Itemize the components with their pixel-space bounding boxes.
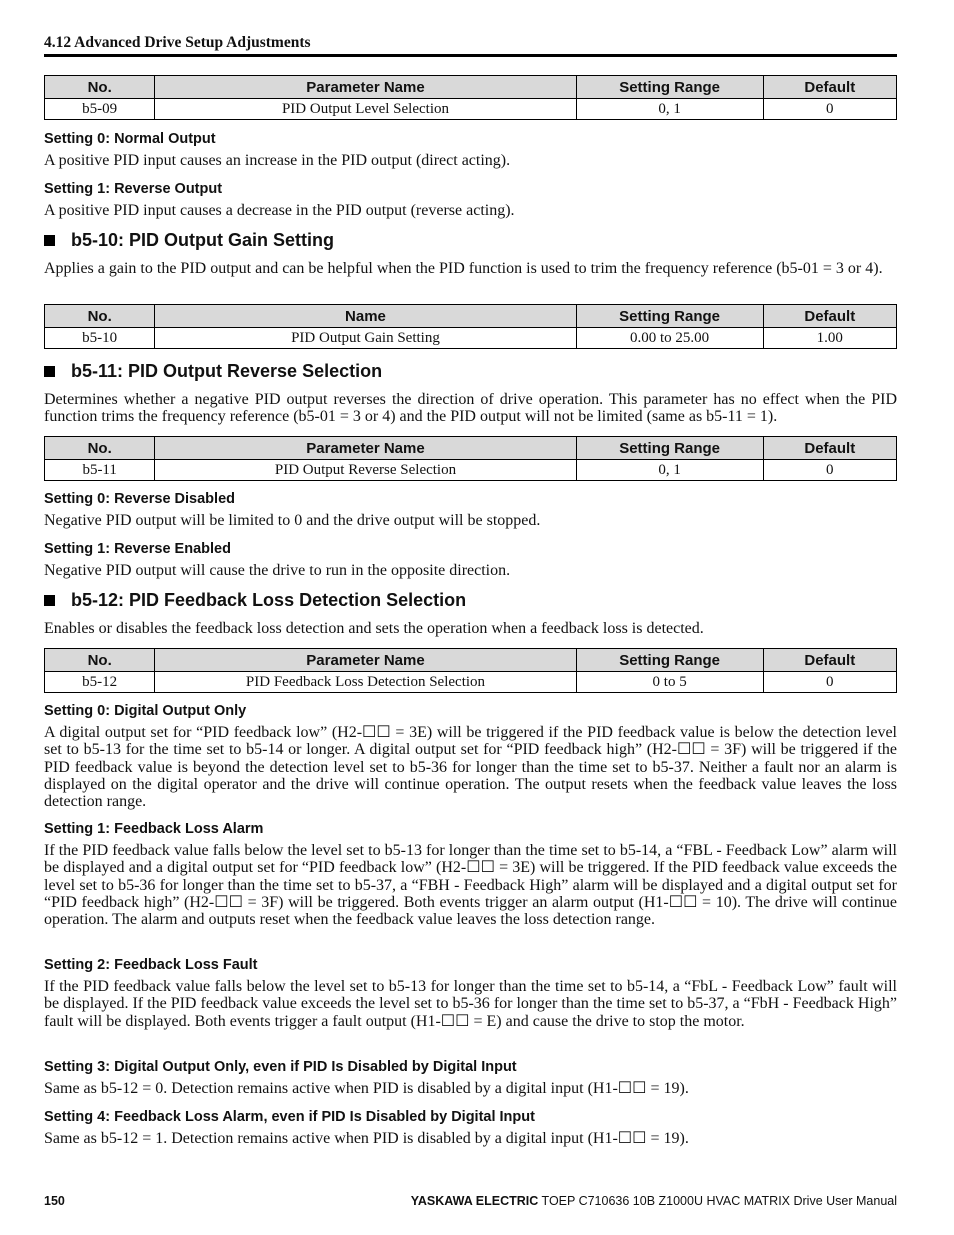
parameter-table-b5-11: [44, 436, 897, 481]
parameter-heading-text: b5-10: PID Output Gain Setting: [71, 230, 335, 250]
table-row: [45, 328, 897, 349]
table-row: [45, 460, 897, 481]
bullet-square-icon: [44, 595, 55, 606]
bullet-square-icon: [44, 235, 55, 246]
cell-no: b5-09: [45, 99, 155, 120]
col-header-default: Default: [763, 649, 896, 672]
setting-heading: Setting 1: Feedback Loss Alarm: [44, 821, 264, 837]
col-header-setting-range: Setting Range: [576, 76, 763, 99]
cell-range: 0, 1: [576, 460, 763, 481]
setting-heading: Setting 1: Reverse Output: [44, 181, 223, 197]
setting-description: Same as b5-12 = 0. Detection remains active when PID is disabled by a digital input (H1-☐☐ = 19).: [44, 1080, 689, 1097]
col-header-no: No.: [45, 305, 155, 328]
col-header-no: No.: [45, 76, 155, 99]
setting-heading: Setting 2: Feedback Loss Fault: [44, 957, 258, 973]
setting-description: Negative PID output will be limited to 0 and the drive output will be stopped.: [44, 512, 541, 529]
setting-heading: Setting 0: Digital Output Only: [44, 703, 247, 719]
setting-heading: Setting 4: Feedback Loss Alarm, even if PID Is Disabled by Digital Input: [44, 1109, 535, 1125]
parameter-table-b5-12: [44, 648, 897, 693]
parameter-description: Applies a gain to the PID output and can be helpful when the PID function is used to trim the frequency reference (b5-01 = 3 or 4).: [44, 260, 883, 277]
setting-heading: Setting 0: Reverse Disabled: [44, 491, 235, 507]
cell-range: 0.00 to 25.00: [576, 328, 763, 349]
setting-description: A positive PID input causes an increase in the PID output (direct acting).: [44, 152, 511, 169]
col-header-default: Default: [763, 305, 896, 328]
parameter-heading-b5-10: [44, 230, 334, 251]
setting-description: Same as b5-12 = 1. Detection remains active when PID is disabled by a digital input (H1-☐☐ = 19).: [44, 1130, 689, 1147]
col-header-name: Name: [155, 305, 576, 328]
section-header: 4.12 Advanced Drive Setup Adjustments: [44, 34, 897, 57]
setting-description: A digital output set for “PID feedback low” (H2-☐☐ = 3E) will be triggered if the PID feedback value is below the detection level set to b5-13 for the time set to b5-14 or longer. A digital output set for “PID feedback high” (H2-☐☐ = 3F) will be triggered if the PID feedback value is beyond the detection level set to b5-36 for longer than the time set to b5-37. Neither a fault nor an alarm is displayed on the digital operator and the drive will continue operation. The output resets when the feedback value leaves the loss detection range.: [44, 724, 897, 811]
col-header-no: No.: [45, 437, 155, 460]
cell-default: 0: [763, 460, 896, 481]
cell-default: 1.00: [763, 328, 896, 349]
cell-default: 0: [763, 672, 896, 693]
col-header-setting-range: Setting Range: [576, 437, 763, 460]
cell-no: b5-12: [45, 672, 155, 693]
parameter-heading-text: b5-11: PID Output Reverse Selection: [71, 361, 383, 381]
setting-heading: Setting 1: Reverse Enabled: [44, 541, 231, 557]
cell-range: 0, 1: [576, 99, 763, 120]
cell-name: PID Output Reverse Selection: [155, 460, 576, 481]
parameter-table-b5-09: [44, 75, 897, 120]
parameter-description: Determines whether a negative PID output reverses the direction of drive operation. This parameter has no effect when the PID function trims the frequency reference (b5-01 = 3 or 4) and the PID output will not be limited (same as b5-11 = 1).: [44, 391, 897, 426]
bullet-square-icon: [44, 366, 55, 377]
setting-description: A positive PID input causes a decrease in the PID output (reverse acting).: [44, 202, 515, 219]
parameter-description: Enables or disables the feedback loss detection and sets the operation when a feedback loss is detected.: [44, 620, 704, 637]
cell-no: b5-11: [45, 460, 155, 481]
cell-name: PID Output Level Selection: [155, 99, 576, 120]
footer-document-info: [411, 1194, 897, 1208]
col-header-parameter-name: Parameter Name: [155, 649, 576, 672]
setting-heading: Setting 0: Normal Output: [44, 131, 216, 147]
col-header-parameter-name: Parameter Name: [155, 437, 576, 460]
parameter-table-b5-10: [44, 304, 897, 349]
col-header-no: No.: [45, 649, 155, 672]
page-number: 150: [44, 1194, 65, 1208]
footer-doc-title: TOEP C710636 10B Z1000U HVAC MATRIX Drive User Manual: [538, 1194, 897, 1208]
table-row: [45, 99, 897, 120]
footer-brand: YASKAWA ELECTRIC: [410, 1194, 539, 1208]
cell-range: 0 to 5: [576, 672, 763, 693]
parameter-heading-text: b5-12: PID Feedback Loss Detection Selection: [71, 590, 467, 610]
setting-heading: Setting 3: Digital Output Only, even if PID Is Disabled by Digital Input: [44, 1059, 517, 1075]
col-header-parameter-name: Parameter Name: [155, 76, 576, 99]
col-header-default: Default: [763, 437, 896, 460]
parameter-heading-b5-11: [44, 361, 382, 382]
col-header-default: Default: [763, 76, 896, 99]
setting-description: If the PID feedback value falls below the level set to b5-13 for longer than the time set to b5-14, a “FbL - Feedback Low” fault will be displayed. If the PID feedback value exceeds the level set to b5-36 for longer than the time set to b5-37, a “FbH - Feedback High” fault will be displayed. Both events trigger a fault output (H1-☐☐ = E) and cause the drive to stop the motor.: [44, 978, 897, 1030]
parameter-heading-b5-12: [44, 590, 466, 611]
cell-default: 0: [763, 99, 896, 120]
col-header-setting-range: Setting Range: [576, 305, 763, 328]
cell-name: PID Feedback Loss Detection Selection: [155, 672, 576, 693]
cell-name: PID Output Gain Setting: [155, 328, 576, 349]
setting-description: If the PID feedback value falls below the level set to b5-13 for longer than the time set to b5-14, a “FBL - Feedback Low” alarm will be displayed and a digital output set for “PID feedback low” (H2-☐☐ = 3E) will be triggered. If the PID feedback value exceeds the level set to b5-36 for longer than the time set to b5-37, a “FBH - Feedback High” alarm will be displayed and a digital output set for “PID feedback high” (H2-☐☐ = 3F) will be triggered. Both events trigger an alarm output (H1-☐☐ = 10). The drive will continue operation. The alarm and outputs reset when the feedback value leaves the loss detection range.: [44, 842, 897, 929]
col-header-setting-range: Setting Range: [576, 649, 763, 672]
setting-description: Negative PID output will cause the drive to run in the opposite direction.: [44, 562, 511, 579]
cell-no: b5-10: [45, 328, 155, 349]
table-row: [45, 672, 897, 693]
